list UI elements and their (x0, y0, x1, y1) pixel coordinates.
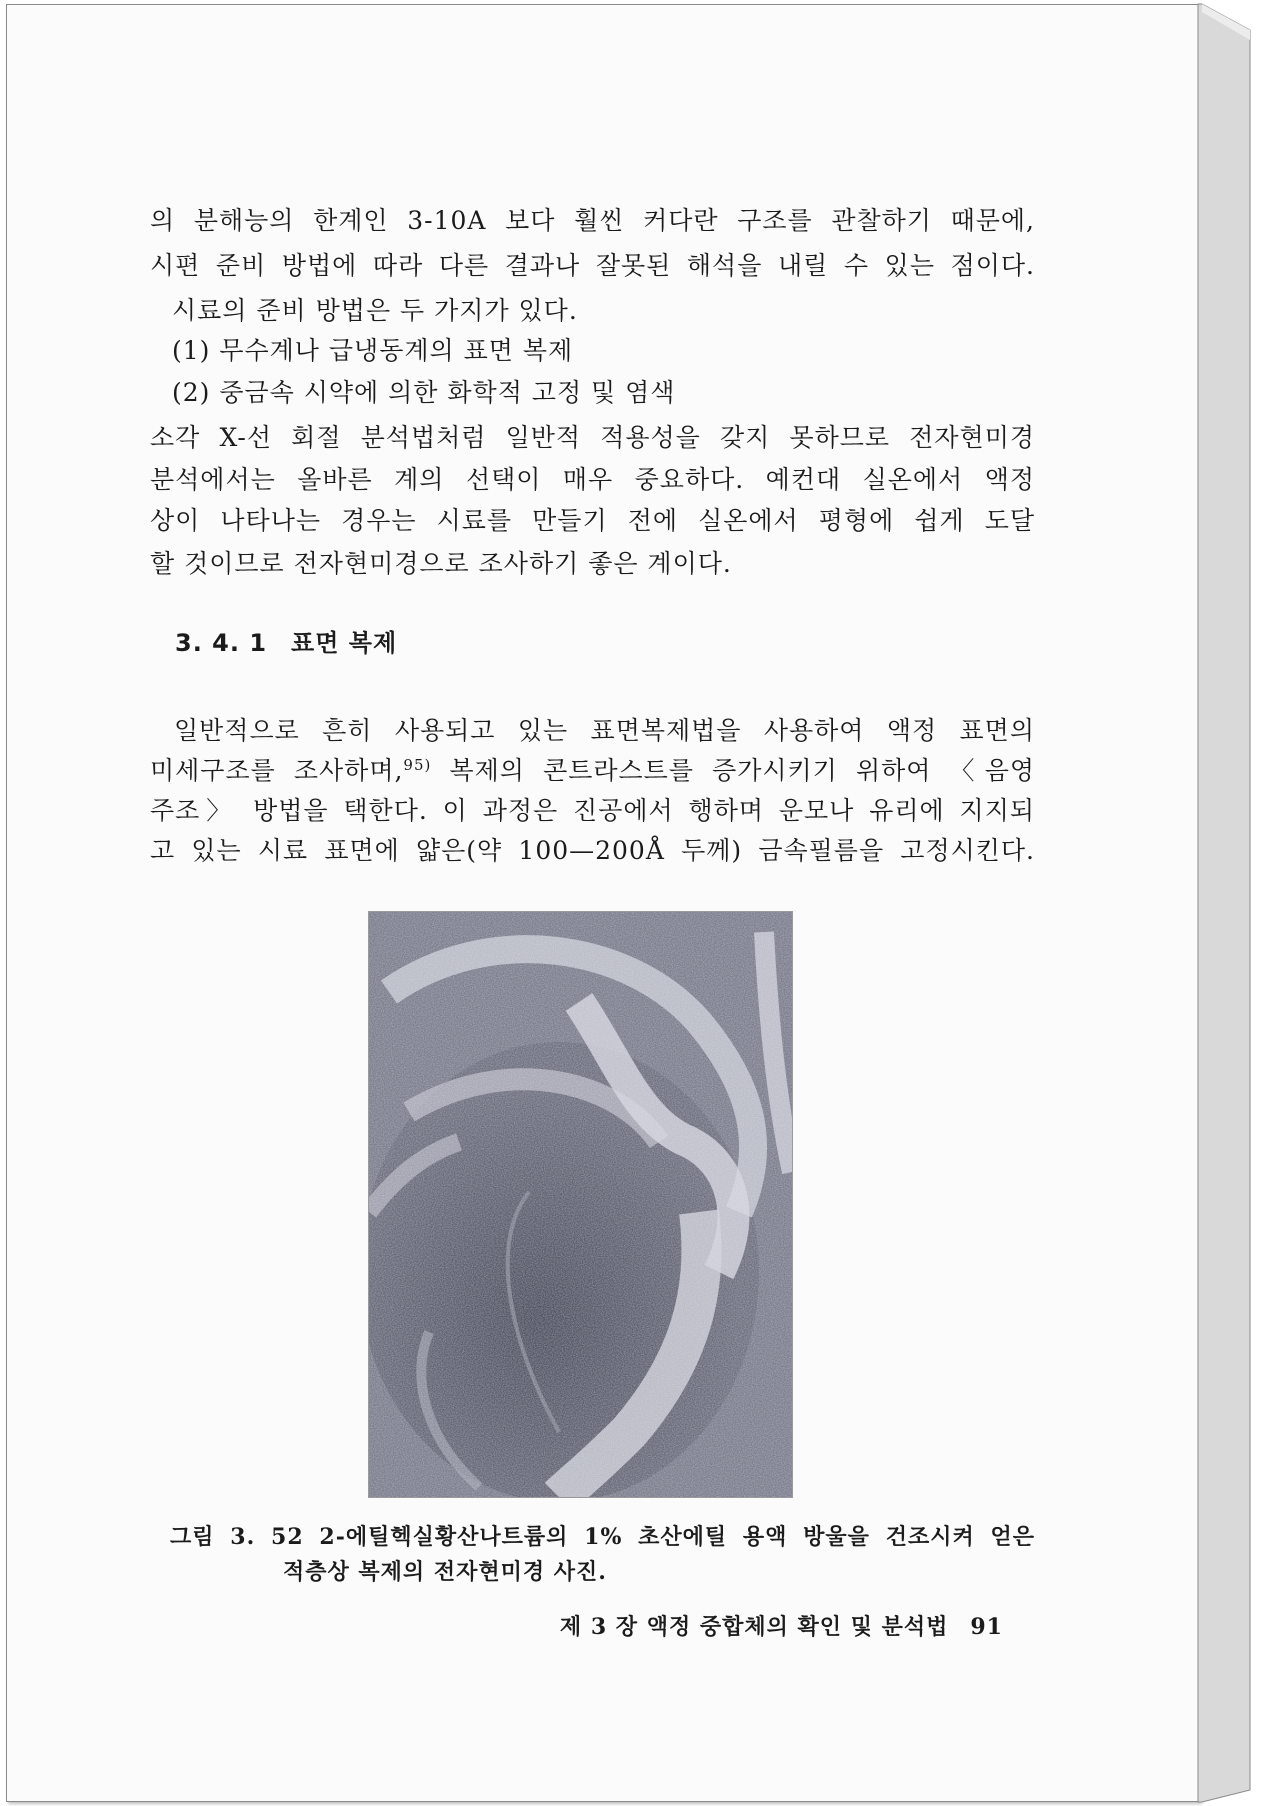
section-title: 표면 복제 (291, 629, 398, 657)
section-line-2-text-b: 복제의 콘트라스트를 증가시키기 위하여 〈음영 (431, 756, 1035, 785)
body-line-5: (2) 중금속 시약에 의한 화학적 고정 및 염색 (172, 378, 676, 407)
section-line-2-text-a: 미세구조를 조사하며, (150, 756, 404, 785)
section-line-2 (150, 751, 1035, 791)
body-line-4: (1) 무수계나 급냉동계의 표면 복제 (172, 336, 574, 365)
chapter-title: 제 3 장 액정 중합체의 확인 및 분석법 (559, 1614, 949, 1640)
section-line-1: 일반적으로 흔히 사용되고 있는 표면복제법을 사용하여 액정 표면의 (174, 716, 1035, 745)
figure-caption-line-2: 적층상 복제의 전자현미경 사진. (283, 1559, 607, 1585)
body-line-7: 분석에서는 올바른 계의 선택이 매우 중요하다. 예컨대 실온에서 액정 (150, 465, 1035, 494)
figure-caption-line-1: 그림 3. 52 2-에틸헥실황산나트륨의 1% 초산에틸 용액 방울을 건조시켜 얻은 (170, 1524, 1035, 1550)
electron-micrograph-image (368, 911, 793, 1498)
section-line-4: 고 있는 시료 표면에 얇은(약 100—200Å 두께) 금속필름을 고정시킨다. (150, 836, 1035, 865)
body-line-2: 시편 준비 방법에 따라 다른 결과나 잘못된 해석을 내릴 수 있는 점이다. (150, 251, 1035, 280)
body-line-8: 상이 나타나는 경우는 시료를 만들기 전에 실온에서 평형에 쉽게 도달 (150, 506, 1035, 535)
body-line-3: 시료의 준비 방법은 두 가지가 있다. (172, 296, 578, 325)
page-number: 91 (970, 1614, 1003, 1640)
section-line-3: 주조〉 방법을 택한다. 이 과정은 진공에서 행하며 운모나 유리에 지지되 (150, 796, 1035, 825)
body-line-1: 의 분해능의 한계인 3-10A 보다 훨씬 커다란 구조를 관찰하기 때문에, (150, 206, 1035, 235)
body-line-9: 할 것이므로 전자현미경으로 조사하기 좋은 계이다. (150, 549, 732, 578)
section-heading (175, 623, 397, 658)
body-line-6: 소각 X-선 회절 분석법처럼 일반적 적용성을 갖지 못하므로 전자현미경 (150, 423, 1035, 452)
page-footer (560, 1610, 1003, 1641)
section-number: 3. 4. 1 (175, 629, 268, 657)
reference-95: 95) (403, 756, 432, 774)
